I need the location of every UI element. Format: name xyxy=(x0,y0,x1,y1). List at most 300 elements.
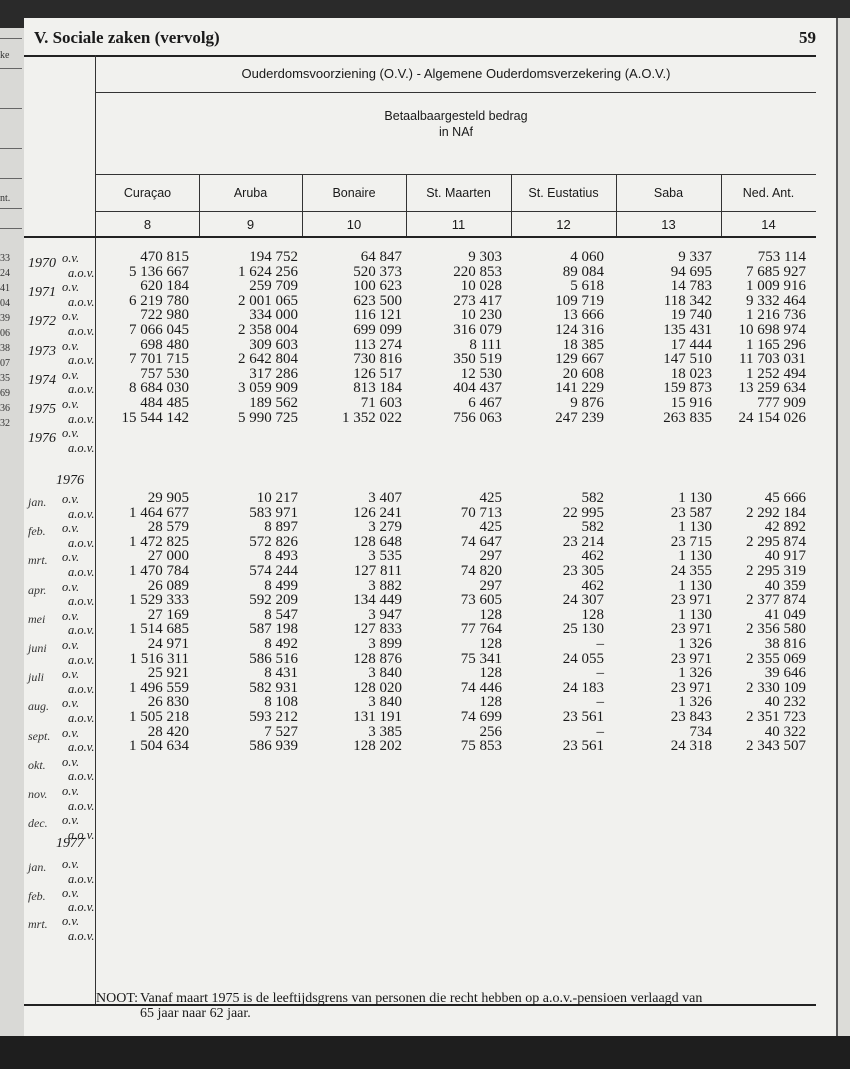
table-cell: 3 407 xyxy=(368,490,402,506)
table-cell: 3 882 xyxy=(368,577,402,594)
table-cell: 583 971 xyxy=(249,504,298,521)
previous-page-rule xyxy=(0,38,22,39)
row-type-aov: a.o.v. xyxy=(68,681,95,696)
column-number: 14 xyxy=(761,216,776,232)
table-cell: 1 165 296 xyxy=(746,336,806,353)
table-cell: 1 514 685 xyxy=(129,621,189,638)
table-cell: 1 130 xyxy=(678,548,712,565)
row-year-label: 1972 xyxy=(28,314,56,330)
row-month-label: mrt. xyxy=(28,553,48,568)
table-cell: 9 303 xyxy=(468,249,502,265)
table-cell: 23 715 xyxy=(670,533,712,550)
table-cell: 8 111 xyxy=(469,336,502,353)
year-1977-heading: 1977 xyxy=(56,836,84,851)
table-cell: 582 xyxy=(581,490,604,506)
table-cell: 74 820 xyxy=(460,563,502,579)
row-type-ov: o.v. xyxy=(62,367,80,382)
table-cell: 38 816 xyxy=(764,636,806,652)
table-cell: 2 295 874 xyxy=(746,533,806,550)
table-cell: 425 xyxy=(479,490,502,506)
table-cell: 777 909 xyxy=(757,395,806,411)
table-cell: 7 685 927 xyxy=(746,263,806,280)
table-cell: 29 905 xyxy=(147,490,189,506)
table-cell: 2 001 065 xyxy=(238,292,298,309)
table-cell: 620 184 xyxy=(140,278,189,295)
table-cell: 8 499 xyxy=(264,577,298,594)
table-cell: 1 529 333 xyxy=(129,592,189,609)
table-cell: 2 343 507 xyxy=(746,738,806,755)
table-cell: 74 699 xyxy=(460,709,502,725)
table-cell: 309 603 xyxy=(249,336,298,353)
table-cell: 8 108 xyxy=(264,694,298,711)
table-cell: 128 xyxy=(479,636,502,652)
table-cell: 24 307 xyxy=(562,592,604,609)
table-cell: 25 921 xyxy=(147,665,189,682)
table-cell: 141 229 xyxy=(555,380,604,397)
table-cell: 126 241 xyxy=(353,504,402,521)
table-cell: 75 341 xyxy=(460,650,502,667)
table-cell: 194 752 xyxy=(249,249,298,265)
table-cell: 1 130 xyxy=(678,577,712,594)
previous-page-text-fragment: 04 xyxy=(0,298,10,309)
table-cell: 2 356 580 xyxy=(746,621,806,638)
document-page xyxy=(24,18,836,1038)
table-cell: 27 000 xyxy=(147,548,189,565)
row-type-ov: o.v. xyxy=(62,280,80,295)
table-cell: 462 xyxy=(581,548,604,565)
table-cell: 20 608 xyxy=(562,365,604,382)
row-type-aov: a.o.v. xyxy=(68,353,95,368)
table-cell: 1 130 xyxy=(678,519,712,536)
table-cell: 23 561 xyxy=(562,738,604,755)
table-cell: 1 216 736 xyxy=(746,307,806,324)
row-type-aov: a.o.v. xyxy=(68,294,95,309)
row-month-label: feb. xyxy=(28,524,46,539)
table-cell: 2 358 004 xyxy=(238,322,298,338)
row-type-ov: o.v. xyxy=(62,696,80,711)
header-rule xyxy=(95,92,816,93)
table-cell: 8 492 xyxy=(264,636,298,652)
table-cell: 13 259 634 xyxy=(738,380,806,397)
row-type-ov: o.v. xyxy=(62,885,80,900)
table-cell: 2 642 804 xyxy=(238,351,298,368)
column-header: Ned. Ant. xyxy=(742,186,795,200)
table-cell: 316 079 xyxy=(453,322,502,338)
table-cell: 9 332 464 xyxy=(746,292,806,309)
table-cell: 757 530 xyxy=(140,365,189,382)
table-cell: 350 519 xyxy=(453,351,502,368)
table-cell: 159 873 xyxy=(663,380,712,397)
table-cell: 1 504 634 xyxy=(129,738,189,755)
column-divider xyxy=(511,174,512,236)
table-cell: 40 359 xyxy=(764,577,806,594)
table-cell: – xyxy=(596,694,604,711)
column-header-bottom-rule xyxy=(24,236,816,238)
row-type-ov: o.v. xyxy=(62,397,80,411)
table-cell: 247 239 xyxy=(555,409,604,426)
table-cell: 1 470 784 xyxy=(129,563,189,579)
table-cell: 8 897 xyxy=(264,519,298,536)
table-cell: 189 562 xyxy=(249,395,298,411)
row-type-aov: a.o.v. xyxy=(68,565,95,579)
row-type-ov: o.v. xyxy=(62,667,80,682)
row-month-label: juni xyxy=(28,641,47,655)
row-type-aov: a.o.v. xyxy=(68,440,95,455)
table-cell: 109 719 xyxy=(555,292,604,309)
table-cell: 128 xyxy=(479,694,502,711)
table-cell: 28 420 xyxy=(147,723,189,740)
row-month-label: okt. xyxy=(28,757,46,772)
table-cell: 1 326 xyxy=(678,665,712,682)
table-cell: 15 544 142 xyxy=(121,409,189,426)
table-cell: 73 605 xyxy=(460,592,502,609)
row-year-label: 1976 xyxy=(28,431,56,447)
table-cell: 40 917 xyxy=(764,548,806,565)
table-cell: 10 698 974 xyxy=(738,322,806,338)
table-cell: 14 783 xyxy=(670,278,712,295)
table-cell: 1 352 022 xyxy=(342,409,402,426)
table-cell: 128 xyxy=(581,606,604,623)
table-cell: 15 916 xyxy=(670,395,712,411)
row-type-ov: o.v. xyxy=(62,784,80,798)
column-divider xyxy=(406,174,407,236)
row-type-aov: a.o.v. xyxy=(68,382,95,397)
footnote-label: NOOT: xyxy=(96,991,139,1006)
table-cell: 3 385 xyxy=(368,723,402,740)
table-cell: 113 274 xyxy=(353,336,402,353)
table-cell: 23 587 xyxy=(670,504,712,521)
row-year-label: 1970 xyxy=(28,256,56,271)
column-header: St. Maarten xyxy=(426,186,491,200)
table-sub-header xyxy=(96,108,816,140)
table-cell: 1 326 xyxy=(678,636,712,652)
row-month-label: mei xyxy=(28,611,46,626)
table-cell: 8 684 030 xyxy=(129,380,189,397)
table-cell: 23 971 xyxy=(670,592,712,609)
row-month-label: aug. xyxy=(28,699,49,714)
row-type-ov: o.v. xyxy=(62,579,80,594)
row-month-label: mrt. xyxy=(28,917,48,932)
table-cell: 1 009 916 xyxy=(746,278,806,295)
row-year-label: 1971 xyxy=(28,285,56,301)
table-cell: 24 318 xyxy=(670,738,712,755)
column-header-top-rule xyxy=(95,174,816,175)
row-type-ov: o.v. xyxy=(62,309,80,324)
table-cell: 334 000 xyxy=(249,307,298,324)
page-bottom-shadow xyxy=(0,1036,850,1069)
previous-page-rule xyxy=(0,208,22,209)
year-1976-heading: 1976 xyxy=(56,473,84,488)
previous-page-text-fragment: 24 xyxy=(0,268,10,279)
row-type-aov: a.o.v. xyxy=(68,798,95,813)
row-type-aov: a.o.v. xyxy=(68,769,95,784)
footnote xyxy=(96,991,702,1021)
previous-page-rule xyxy=(0,68,22,69)
table-cell: 128 876 xyxy=(353,650,402,667)
table-cell: 582 931 xyxy=(249,679,298,696)
page-number: 59 xyxy=(799,28,816,47)
table-cell: 730 816 xyxy=(353,351,402,368)
row-month-label: juli xyxy=(28,670,45,685)
table-cell: 25 130 xyxy=(562,621,604,638)
row-type-aov: a.o.v. xyxy=(68,900,95,915)
table-cell: 40 232 xyxy=(764,694,806,711)
table-cell: 23 971 xyxy=(670,621,712,638)
table-cell: 70 713 xyxy=(460,504,502,521)
column-divider xyxy=(199,174,200,236)
top-rule xyxy=(24,55,816,57)
table-cell: 128 020 xyxy=(353,679,402,696)
table-cell: 256 xyxy=(479,723,502,740)
previous-page-text-fragment: 07 xyxy=(0,358,10,369)
table-cell: 129 667 xyxy=(555,351,604,368)
previous-page-text-fragment: nt. xyxy=(0,193,11,204)
table-cell: 297 xyxy=(479,548,502,565)
table-cell: 127 833 xyxy=(353,621,402,638)
row-month-label: apr. xyxy=(28,582,47,597)
table-cell: 592 209 xyxy=(249,592,298,609)
sub-header-line2: in NAf xyxy=(438,125,474,139)
table-cell: 3 840 xyxy=(368,694,402,711)
table-cell: 5 618 xyxy=(570,278,604,295)
table-cell: 2 351 723 xyxy=(746,709,806,725)
table-cell: 8 493 xyxy=(264,548,298,565)
table-cell: 4 060 xyxy=(570,249,604,265)
table-cell: 813 184 xyxy=(353,380,402,397)
previous-page-edge xyxy=(0,28,26,1038)
table-cell: 1 516 311 xyxy=(129,650,189,667)
table-cell: 3 059 909 xyxy=(238,380,298,397)
table-cell: 484 485 xyxy=(140,395,189,411)
table-cell: 134 449 xyxy=(353,592,402,609)
column-divider xyxy=(616,174,617,236)
row-month-label: nov. xyxy=(28,787,48,801)
table-cell: 64 847 xyxy=(360,249,402,265)
table-cell: 23 971 xyxy=(670,650,712,667)
table-cell: 582 xyxy=(581,519,604,536)
table-cell: – xyxy=(596,636,604,652)
column-header: St. Eustatius xyxy=(528,186,599,200)
row-type-ov: o.v. xyxy=(62,521,80,536)
row-type-aov: a.o.v. xyxy=(68,827,95,842)
previous-page-rule xyxy=(0,178,22,179)
row-type-aov: a.o.v. xyxy=(68,265,95,280)
previous-page-rule xyxy=(0,108,22,109)
table-cell: 28 579 xyxy=(147,519,189,536)
table-cell: 593 212 xyxy=(249,709,298,725)
table-cell: 5 990 725 xyxy=(238,409,298,426)
table-cell: 26 089 xyxy=(147,577,189,594)
table-cell: 586 939 xyxy=(249,738,298,755)
row-type-aov: a.o.v. xyxy=(68,711,95,725)
table-cell: 45 666 xyxy=(764,490,806,506)
column-divider xyxy=(721,174,722,236)
table-cell: 2 377 874 xyxy=(746,592,806,609)
row-month-label: sept. xyxy=(28,728,51,743)
table-cell: 734 xyxy=(689,723,712,740)
table-cell: 470 815 xyxy=(140,249,189,265)
row-type-ov: o.v. xyxy=(62,914,80,929)
table-cell: 118 342 xyxy=(663,292,712,309)
previous-page-text-fragment: 06 xyxy=(0,328,10,339)
table-cell: 273 417 xyxy=(453,292,502,309)
table-cell: 404 437 xyxy=(453,380,502,397)
table-cell: 3 947 xyxy=(368,606,402,623)
sub-header-line1: Betaalbaargesteld bedrag xyxy=(384,109,528,123)
table-cell: 12 530 xyxy=(460,365,502,382)
table-cell: 19 740 xyxy=(670,307,712,324)
table-cell: 24 154 026 xyxy=(738,409,806,426)
column-number: 11 xyxy=(451,216,466,232)
table-cell: 77 764 xyxy=(460,621,502,638)
row-type-ov: o.v. xyxy=(62,492,80,506)
table-cell: 11 703 031 xyxy=(739,351,806,368)
table-cell: 9 337 xyxy=(678,249,712,265)
table-cell: 75 853 xyxy=(460,738,502,755)
row-year-label: 1973 xyxy=(28,343,56,359)
table-cell: 1 326 xyxy=(678,694,712,711)
previous-page-text-fragment: 39 xyxy=(0,313,10,324)
table-cell: 587 198 xyxy=(249,621,298,638)
table-cell: 23 843 xyxy=(670,709,712,725)
table-cell: 259 709 xyxy=(249,278,298,295)
previous-page-text-fragment: 69 xyxy=(0,388,10,399)
table-cell: 24 183 xyxy=(562,679,604,696)
table-cell: – xyxy=(596,665,604,682)
table-cell: 698 480 xyxy=(140,336,189,353)
table-cell: 2 292 184 xyxy=(746,504,806,521)
table-cell: 297 xyxy=(479,577,502,594)
column-number: 9 xyxy=(246,216,255,232)
table-cell: 128 648 xyxy=(353,533,402,550)
table-cell: 100 623 xyxy=(353,278,402,295)
table-cell: 1 130 xyxy=(678,490,712,506)
row-type-aov: a.o.v. xyxy=(68,535,95,550)
row-year-label: 1975 xyxy=(28,402,56,417)
table-cell: 22 995 xyxy=(562,504,604,521)
table-cell: 1 130 xyxy=(678,606,712,623)
previous-page-rule xyxy=(0,228,22,229)
table-cell: 8 431 xyxy=(264,665,298,682)
table-cell: 3 840 xyxy=(368,665,402,682)
row-type-ov: o.v. xyxy=(62,638,80,652)
previous-page-text-fragment: 35 xyxy=(0,373,10,384)
table-cell: 7 066 045 xyxy=(129,322,189,338)
row-type-ov: o.v. xyxy=(62,608,80,623)
table-cell: 10 230 xyxy=(460,307,502,324)
table-cell: 1 464 677 xyxy=(129,504,189,521)
table-cell: 1 505 218 xyxy=(129,709,189,725)
column-header: Aruba xyxy=(233,186,268,200)
table-cell: 10 217 xyxy=(256,490,298,506)
column-divider xyxy=(302,174,303,236)
row-type-aov: a.o.v. xyxy=(68,324,95,338)
table-cell: 23 305 xyxy=(562,563,604,579)
table-cell: 1 252 494 xyxy=(746,365,806,382)
table-cell: 116 121 xyxy=(353,307,402,324)
previous-page-rule xyxy=(0,148,22,149)
table-cell: 24 355 xyxy=(670,563,712,579)
previous-page-text-fragment: 33 xyxy=(0,253,10,264)
column-number: 10 xyxy=(346,216,362,232)
table-cell: 74 446 xyxy=(460,679,502,696)
row-month-label: dec. xyxy=(28,816,48,831)
table-cell: 128 xyxy=(479,665,502,682)
table-cell: 699 099 xyxy=(353,322,402,338)
table-cell: 127 811 xyxy=(353,563,402,579)
column-number: 8 xyxy=(143,216,152,232)
row-type-ov: o.v. xyxy=(62,813,80,828)
table-cell: 126 517 xyxy=(353,365,402,382)
table-cell: 3 279 xyxy=(368,519,402,536)
footnote-line1: Vanaf maart 1975 is de leeftijdsgrens van personen die recht hebben op a.o.v.-pensioen verlaagd van xyxy=(140,991,703,1006)
row-type-ov: o.v. xyxy=(62,426,80,441)
table-cell: 24 055 xyxy=(562,650,604,667)
table-cell: 574 244 xyxy=(249,563,298,579)
previous-page-text-fragment: 41 xyxy=(0,283,10,294)
row-type-aov: a.o.v. xyxy=(68,506,95,521)
table-main-header: Ouderdomsvoorziening (O.V.) - Algemene Ouderdomsverzekering (A.O.V.) xyxy=(241,66,671,81)
table-cell: 26 830 xyxy=(147,694,189,711)
row-type-ov: o.v. xyxy=(62,857,80,871)
table-cell: 6 219 780 xyxy=(129,292,189,309)
row-type-aov: a.o.v. xyxy=(68,623,95,638)
row-type-ov: o.v. xyxy=(62,725,80,740)
table-cell: 5 136 667 xyxy=(129,263,189,280)
table-cell: 2 330 109 xyxy=(746,679,806,696)
table-cell: 3 535 xyxy=(368,548,402,565)
table-cell: 71 603 xyxy=(360,395,402,411)
table-cell: 131 191 xyxy=(353,709,402,725)
table-cell: 7 527 xyxy=(264,723,298,740)
row-type-ov: o.v. xyxy=(62,251,80,265)
table-cell: 13 666 xyxy=(562,307,604,324)
table-cell: 39 646 xyxy=(764,665,806,682)
table-cell: 756 063 xyxy=(453,409,502,426)
previous-page-text-fragment: 32 xyxy=(0,418,10,429)
next-page-edge xyxy=(836,18,850,1038)
table-cell: 220 853 xyxy=(453,263,502,280)
table-cell: 27 169 xyxy=(147,606,189,623)
table-cell: 135 431 xyxy=(663,322,712,338)
table-cell: 317 286 xyxy=(249,365,298,382)
table-cell: 24 971 xyxy=(147,636,189,652)
table-cell: 1 472 825 xyxy=(129,533,189,550)
table-cell: 9 876 xyxy=(570,395,604,411)
table-cell: 7 701 715 xyxy=(129,351,189,368)
table-cell: 74 647 xyxy=(460,533,502,550)
row-month-label: feb. xyxy=(28,888,46,903)
column-number: 13 xyxy=(661,216,676,232)
table-cell: 586 516 xyxy=(249,650,298,667)
row-type-aov: a.o.v. xyxy=(68,411,95,426)
table-cell: 1 624 256 xyxy=(238,263,298,280)
table-cell: 425 xyxy=(479,519,502,536)
table-cell: 462 xyxy=(581,577,604,594)
table-cell: 753 114 xyxy=(757,249,806,265)
row-month-label: jan. xyxy=(28,860,47,874)
previous-page-text-fragment: ke xyxy=(0,50,10,61)
row-type-aov: a.o.v. xyxy=(68,871,95,886)
table-cell: 23 214 xyxy=(562,533,604,550)
table-cell: 18 385 xyxy=(562,336,604,353)
table-cell: 147 510 xyxy=(663,351,712,368)
row-type-aov: a.o.v. xyxy=(68,929,95,943)
row-month-label: jan. xyxy=(28,495,47,509)
table-cell: 40 322 xyxy=(764,723,806,740)
row-type-aov: a.o.v. xyxy=(68,594,95,609)
row-type-ov: o.v. xyxy=(62,550,80,565)
